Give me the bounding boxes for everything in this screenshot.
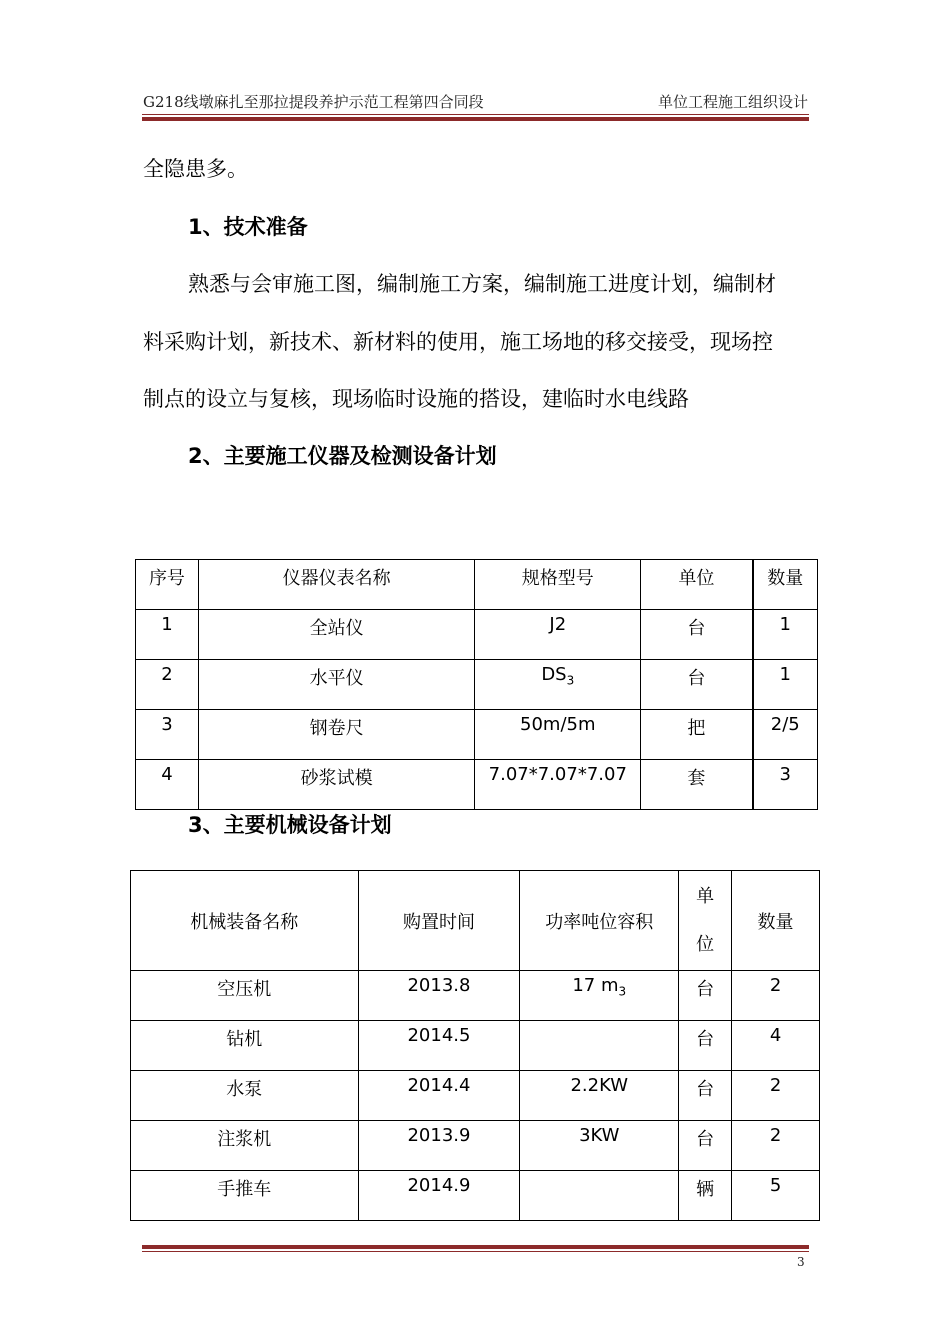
table-cell: 2014.9 bbox=[358, 1171, 520, 1221]
table-cell: 1 bbox=[753, 660, 818, 710]
table-cell: 台 bbox=[679, 971, 732, 1021]
table-header-cell: 单位 bbox=[641, 560, 753, 610]
table-cell: 辆 bbox=[679, 1171, 732, 1221]
table-cell: 1 bbox=[136, 610, 199, 660]
table-cell: 台 bbox=[641, 610, 753, 660]
table-cell: 钢卷尺 bbox=[198, 710, 474, 760]
header-rule-thin bbox=[142, 114, 809, 115]
table-row bbox=[131, 1071, 820, 1121]
table-cell: 2 bbox=[732, 1071, 820, 1121]
capacity-subscript: 3 bbox=[618, 984, 627, 999]
header-section-title: 单位工程施工组织设计 bbox=[657, 93, 808, 111]
table-header-row bbox=[136, 560, 818, 610]
paragraph-line-1: 熟悉与会审施工图，编制施工方案，编制施工进度计划，编制材 bbox=[188, 272, 776, 296]
body-line-0: 全隐患多。 bbox=[143, 157, 248, 181]
table-row bbox=[136, 760, 818, 810]
table-cell bbox=[520, 1021, 679, 1071]
table-cell: 1 bbox=[753, 610, 818, 660]
table-row bbox=[136, 710, 818, 760]
table-cell: 台 bbox=[679, 1071, 732, 1121]
table-header-cell: 规格型号 bbox=[475, 560, 641, 610]
table-cell: 4 bbox=[732, 1021, 820, 1071]
table-header-cell: 数量 bbox=[753, 560, 818, 610]
table-cell: 水平仪 bbox=[198, 660, 474, 710]
table-cell bbox=[475, 660, 641, 710]
page-number: 3 bbox=[797, 1255, 805, 1269]
table-cell: 钻机 bbox=[131, 1021, 359, 1071]
table-cell: 2 bbox=[136, 660, 199, 710]
table-header-cell: 功率吨位容积 bbox=[520, 871, 679, 971]
table-row bbox=[131, 1121, 820, 1171]
table-header-cell: 序号 bbox=[136, 560, 199, 610]
header-rule-thick bbox=[142, 117, 809, 121]
table-cell: 2013.9 bbox=[358, 1121, 520, 1171]
table-cell: 2013.8 bbox=[358, 971, 520, 1021]
paragraph-line-3: 制点的设立与复核，现场临时设施的搭设，建临时水电线路 bbox=[143, 387, 689, 411]
table-cell: 台 bbox=[679, 1121, 732, 1171]
table-cell: 套 bbox=[641, 760, 753, 810]
table-cell: 4 bbox=[136, 760, 199, 810]
table-header-cell: 购置时间 bbox=[358, 871, 520, 971]
table-cell: 台 bbox=[641, 660, 753, 710]
table-header-cell bbox=[679, 871, 732, 971]
table-header-cell: 数量 bbox=[732, 871, 820, 971]
table-cell bbox=[520, 1171, 679, 1221]
table-cell: 2 bbox=[732, 1121, 820, 1171]
heading-instrument-plan: 2、主要施工仪器及检测设备计划 bbox=[188, 444, 497, 468]
table-row bbox=[136, 660, 818, 710]
heading-machinery-plan: 3、主要机械设备计划 bbox=[188, 813, 392, 837]
table-cell bbox=[520, 971, 679, 1021]
table-header-row bbox=[131, 871, 820, 971]
table-cell: 2.2KW bbox=[520, 1071, 679, 1121]
table-cell: 水泵 bbox=[131, 1071, 359, 1121]
table-cell: 2 bbox=[732, 971, 820, 1021]
table-cell: 3 bbox=[753, 760, 818, 810]
footer-rule-thin bbox=[142, 1251, 809, 1252]
table-cell: 50m/5m bbox=[475, 710, 641, 760]
table-cell: 把 bbox=[641, 710, 753, 760]
table-cell: 台 bbox=[679, 1021, 732, 1071]
footer-rule-thick bbox=[142, 1245, 809, 1249]
table-cell: 空压机 bbox=[131, 971, 359, 1021]
table-cell: 注浆机 bbox=[131, 1121, 359, 1171]
table-cell: 5 bbox=[732, 1171, 820, 1221]
table-cell: 3 bbox=[136, 710, 199, 760]
table-row bbox=[136, 610, 818, 660]
table-cell: 手推车 bbox=[131, 1171, 359, 1221]
paragraph-line-2: 料采购计划，新技术、新材料的使用，施工场地的移交接受，现场控 bbox=[143, 330, 773, 354]
table-cell: 2014.5 bbox=[358, 1021, 520, 1071]
table-cell: J2 bbox=[475, 610, 641, 660]
heading-technical-preparation: 1、技术准备 bbox=[188, 215, 308, 239]
spec-text: DS bbox=[541, 664, 567, 685]
table-cell: 2/5 bbox=[753, 710, 818, 760]
table-cell: 砂浆试模 bbox=[198, 760, 474, 810]
unit-header-char-1: 单 bbox=[696, 885, 715, 907]
table-cell: 2014.4 bbox=[358, 1071, 520, 1121]
table-cell: 3KW bbox=[520, 1121, 679, 1171]
table-header-cell: 仪器仪表名称 bbox=[198, 560, 474, 610]
machinery-table bbox=[130, 870, 820, 1221]
capacity-text: 17 m bbox=[572, 975, 619, 996]
header-document-title: G218线墩麻扎至那拉提段养护示范工程第四合同段 bbox=[143, 93, 484, 111]
table-cell: 7.07*7.07*7.07 bbox=[475, 760, 641, 810]
instrument-table bbox=[135, 559, 818, 810]
table-row bbox=[131, 971, 820, 1021]
spec-subscript: 3 bbox=[566, 673, 575, 688]
table-row bbox=[131, 1171, 820, 1221]
table-row bbox=[131, 1021, 820, 1071]
table-cell: 全站仪 bbox=[198, 610, 474, 660]
unit-header-char-2: 位 bbox=[696, 933, 715, 955]
table-header-cell: 机械装备名称 bbox=[131, 871, 359, 971]
